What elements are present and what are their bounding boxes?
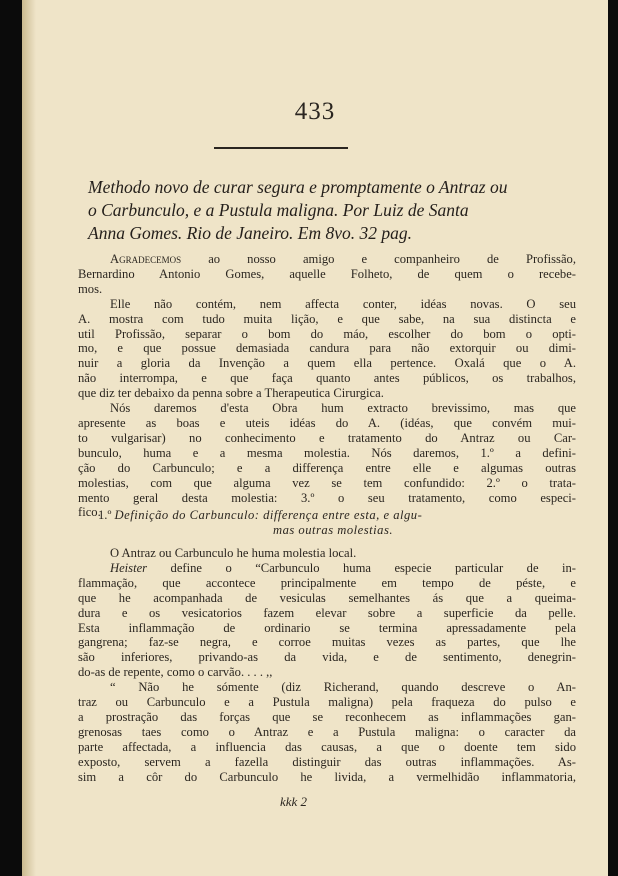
- page-gutter: [22, 0, 36, 876]
- article-title: [88, 176, 568, 245]
- title-line: Methodo novo de curar segura e promptamente o Antraz ou: [88, 177, 508, 197]
- section-number: 1.º: [98, 508, 112, 522]
- dropcap-word: Agradecemos: [110, 252, 182, 266]
- body-line: mento geral desta molestia: 3.º o seu tratamento, como especi-: [78, 490, 576, 505]
- title-line: Anna Gomes. Rio de Janeiro. Em 8vo. 32 pag.: [88, 223, 413, 243]
- body-line: Esta inflammação de ordinario se termina apressadamente pela: [78, 620, 576, 635]
- body-line: ção do Carbunculo; e a differença entre elle e algumas outras: [78, 460, 576, 475]
- body-line: sim a côr do Carbunculo he livida, a vermelhidão inflammatoria,: [78, 769, 576, 784]
- section-title-continued: mas outras molestias.: [272, 523, 393, 537]
- book-page: [22, 0, 608, 876]
- page-number: 433: [294, 98, 336, 125]
- body-line: bunculo, huma e a mesma molestia. Nós daremos, 1.º a defini-: [78, 445, 576, 460]
- body-line: não interrompa, e que faça quanto antes públicos, os trabalhos,: [78, 371, 576, 386]
- body-line: “ Não he sómente (diz Richerand, quando descreve o An-: [110, 680, 576, 695]
- body-line: grenosas taes como o Antraz e a Pustula maligna: o caracter da: [78, 724, 576, 739]
- body-line: exposto, servem a fazella distinguir das outras inflammações. As-: [78, 754, 576, 769]
- body-line: fico.: [78, 505, 101, 520]
- body-line: mos.: [78, 281, 103, 296]
- body-line: flammação, que accontece principalmente em tempo de péste, e: [78, 575, 576, 590]
- body-line: mo, e que possue demasiada candura para não extorquir ou dimi-: [78, 341, 576, 356]
- cited-author: Heister: [110, 560, 148, 575]
- section-heading: [98, 508, 568, 538]
- header-rule: [214, 147, 348, 149]
- article-body-continued: [78, 546, 576, 785]
- section-title: Definição do Carbunculo: differença entre esta, e algu-: [114, 508, 423, 522]
- body-line: Elle não contém, nem affecta conter, idéas novas. O seu: [110, 296, 576, 311]
- body-line: que diz ter debaixo da penna sobre a Therapeutica Cirurgica.: [78, 386, 384, 401]
- body-line: nuir a gloria da Invenção a quem ella pertence. Oxalá que o A.: [78, 356, 576, 371]
- body-line: A. mostra com tudo muita lição, e que sabe, na sua distincta e: [78, 311, 576, 326]
- signature-mark: kkk 2: [280, 794, 308, 809]
- body-line: apresente as boas e uteis idéas do A. (idéas, que convém mui-: [78, 415, 576, 430]
- article-body: [78, 252, 576, 520]
- body-line: do-as de repente, como o carvão. . . . ,,: [78, 665, 273, 680]
- body-line: util Profissão, separar o bom do máo, escolher do bom o opti-: [78, 326, 576, 341]
- body-line: a prostração das forças que se reconhecem as inflammações gan-: [78, 709, 576, 724]
- body-line: traz ou Carbunculo e a Pustula maligna) pela fraqueza do pulso e: [78, 695, 576, 710]
- body-line: molestias, com que alguma vez se tem confundido: 2.º o trata-: [78, 475, 576, 490]
- body-line: Nós daremos d'esta Obra hum extracto brevissimo, mas que: [110, 401, 576, 416]
- body-line: dura e os vesicatorios fazem elevar sobre a superficie da pelle.: [78, 605, 576, 620]
- body-line: que he acompanhada de vesiculas semelhantes ás que a queima-: [78, 590, 576, 605]
- title-line: o Carbunculo, e a Pustula maligna. Por Luiz de Santa: [88, 200, 469, 220]
- body-line: Heister define o “Carbunculo huma especie particular de in-: [110, 560, 576, 575]
- body-line: O Antraz ou Carbunculo he huma molestia local.: [110, 546, 357, 560]
- body-line: são inferiores, privando-as da vida, e de sentimento, denegrin-: [78, 650, 576, 665]
- body-line: parte affectada, a influencia das causas, a que o doente tem sido: [78, 739, 576, 754]
- body-line: Agradecemos ao nosso amigo e companheiro de Profissão,: [110, 252, 576, 266]
- body-line: Bernardino Antonio Gomes, aquelle Folheto, de quem o recebe-: [78, 266, 576, 281]
- body-line: to vulgarisar) no conhecimento e tratamento do Antraz ou Car-: [78, 430, 576, 445]
- body-line: gangrena; faz-se negra, e corroe muitas vezes as partes, que lhe: [78, 635, 576, 650]
